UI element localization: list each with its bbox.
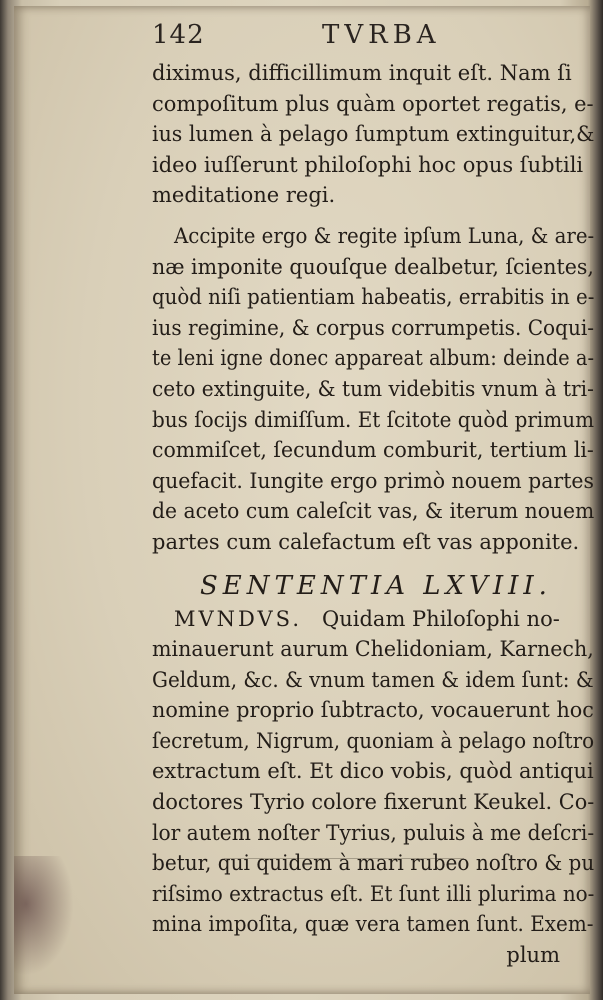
catchword: plum <box>506 943 560 968</box>
text-line: doctores Tyrio colore fixerunt Keukel. Co- <box>152 790 595 815</box>
text-line: næ imponite quouſque dealbetur, ſcientes, <box>152 254 594 279</box>
running-head: TVRBA <box>322 20 441 50</box>
body-text <box>152 58 594 971</box>
text-line: commiſcet, ſecundum comburit, tertium li- <box>152 438 594 463</box>
paragraph-3 <box>152 604 594 941</box>
text-line: compoſitum plus quàm oportet regatis, e- <box>152 91 594 116</box>
page-stain <box>14 856 74 976</box>
paragraph-gap <box>152 211 594 221</box>
text-line: mina impoſita, quæ vera tamen ſunt. Exem- <box>152 912 594 937</box>
text-line: quòd niſi patientiam habeatis, errabitis in e- <box>152 285 595 310</box>
section-heading: SENTENTIA LXVIII. <box>200 570 552 601</box>
paragraph-gap <box>152 558 594 568</box>
text-line-rest: Quidam Philoſophi no- <box>322 606 560 631</box>
text-line: ceto extinguite, & tum videbitis vnum à tri- <box>152 376 594 401</box>
text-line <box>152 604 594 635</box>
text-line: betur, qui quidem à mari rubeo noſtro & pu <box>152 851 595 876</box>
text-line: de aceto cum caleſcit vas, & iterum nouem <box>152 499 595 524</box>
text-line: Geldum, &c. & vnum tamen & idem ſunt: & <box>152 667 594 692</box>
text-line: ſecretum, Nigrum, quoniam à pelago noſtro <box>152 728 595 753</box>
text-line: ius lumen à pelago ſumptum extinguitur,& <box>152 122 595 147</box>
text-line: quefacit. Iungite ergo primò nouem partes <box>152 468 595 493</box>
text-line: minauerunt aurum Chelidoniam, Karnech, <box>152 637 594 662</box>
text-line: meditatione regi. <box>152 183 336 208</box>
text-line: partes cum calefactum eſt vas apponite. <box>152 529 580 554</box>
page-number: 142 <box>152 20 205 50</box>
paragraph-2 <box>152 221 594 558</box>
text-line: te leni igne donec appareat album: deinde a- <box>152 346 595 371</box>
text-line: Accipite ergo & regite ipſum Luna, & are- <box>174 223 595 248</box>
text-line: ius regimine, & corpus corrumpetis. Coqui- <box>152 315 595 340</box>
speaker-name: MVNDVS. <box>174 606 302 631</box>
page-header <box>152 20 572 60</box>
paragraph-1 <box>152 58 594 211</box>
text-line: bus ſocijs dimiſſum. Et ſcitote quòd primum <box>152 407 594 432</box>
text-line: lor autem noſter Tyrius, puluis à me deſcri- <box>152 820 595 845</box>
text-line: diximus, difficillimum inquit eſt. Nam ſi <box>152 61 572 85</box>
text-line: nomine proprio ſubtracto, vocauerunt hoc <box>152 698 594 723</box>
text-line: riſsimo extractus eſt. Et ſunt illi plurima no- <box>152 881 595 906</box>
text-line: extractum eſt. Et dico vobis, quòd antiqui <box>152 759 594 784</box>
text-line: ideo iuſſerunt philoſophi hoc opus ſubtili <box>152 152 584 177</box>
